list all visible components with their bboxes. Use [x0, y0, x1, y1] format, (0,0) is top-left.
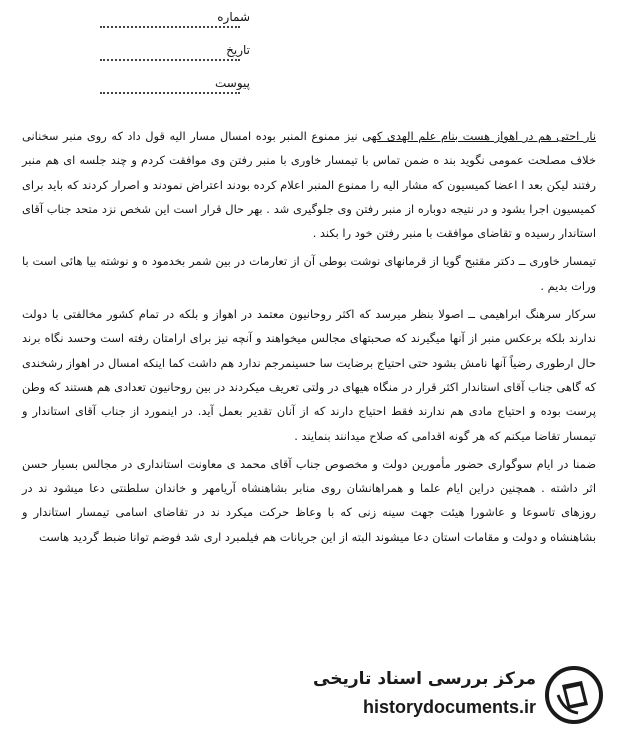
paragraph-2: تیمسار خاوری ــ دکتر مقتبح گویا از قرمانهای نوشت بوطی آن از تعارمات در بین شمر بخدمود ه و نوشته بیا هائی است با ورات بدیم . [22, 254, 596, 293]
archive-logo-icon [544, 665, 604, 725]
paragraph-3: سرکار سرهنگ ابراهیمی ــ اصولا بنظر میرسد که اکثر روحانیون معتمد در اهواز و بلکه در تمام کشور مخالفتی با دولت ندارند بلکه برعکس منبر از آنها میگیرند که صحبتهای مجالس میخواهند و آنچه نیز برای ارامتان رفته است وحسد نگاه برند حال ارطوری رضیاً آنها نامش بشود حتی احتیاج برضایت سا حسینمرجم ندارد هم داشت کما اینکه امسال در اهواز رشخندی که گاهی جناب آقای استاندار اکثر قرار در منگاه هیهای در ولتی تعریف میکردند در بین روحانیون تعدادی هم هستند که وطن پرست بوده و احتیاج مادی هم ندارند فقط احتیاج دارند که از آنان تقدیر بعمل آید. در اینمورد از جناب آقای استاندار و تیمسار تقاضا میکنم که هر گونه اقدامی که صلاح میدانند بنمایند . [22, 307, 596, 443]
paragraph-1 [22, 124, 596, 245]
watermark-logo [304, 665, 604, 725]
date-label: تاریخ [226, 43, 250, 57]
attachment-label: پیوست [215, 76, 250, 90]
letter-body [22, 124, 596, 549]
logo-title: مرکز بررسی اسناد تاریخی [313, 669, 536, 689]
paragraph-4: ضمنا در ایام سوگواری حضور مأمورین دولت و مخصوص جناب آقای محمد ی معاونت استانداری در مجالس بسیار حسن اثر داشته . همچنین دراین ایام علما و همراهانشان روی منابر بشاهنشاه آریامهر و خاندان سلطنتی دعا میشود ند در روزهای تاسوعا و عاشورا هیئت جهت سینه زنی که با وعاظ حرکت میکرد ند در تقاضای اسامی تیمسار استاندار و بشاهنشاه و دولت و مقامات استان دعا میشوند البته از این جریانات هم فیلمبرد اری شد فوضم توانا ضبط گردید هاست [22, 456, 596, 544]
logo-url: historydocuments.ir [362, 697, 536, 717]
underlined-phrase: نار احتی هم در اهواز هست بنام علم الهدی که [371, 129, 596, 143]
paragraph-1-text: ی نیز ممنوع المنبر بوده امسال مسار الیه قول داد که روی منبر سخنانی خلاف مصلحت عمومی نگوید بند ه ضمن تماس با تیمسار خاوری با منبر رفتن وی موافقت کردم و چند جلسه ای هم منبر رفتند لیکن بعد ا اعضا کمیسیون که مشار الیه را ممنوع المنبر اعلام کرده بودند اعتراض نمودند و اصرار کردند که باید برای کمیسیون اجرا بشود و در نتیجه دوباره از منبر رفتن وی جلوگیری شد . بهر حال قرار است این شخص نزد متحد جناب آقای استاندار رسیده و تقاضای موافقت با منبر رفتن خود را بکند . [22, 129, 596, 241]
attachment-field-line [100, 92, 240, 94]
number-field-line [100, 26, 240, 28]
date-field-line [100, 59, 240, 61]
number-label: شماره [217, 10, 250, 24]
